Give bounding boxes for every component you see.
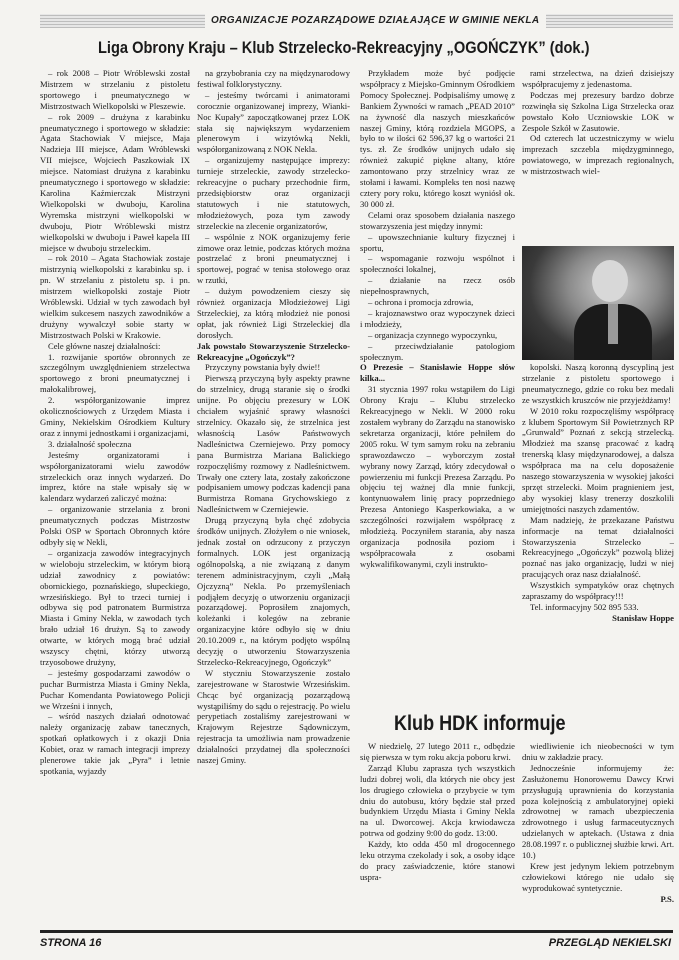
paragraph: – wśród naszych działań odnotować należy organizację zabaw tanecznych, spotkań opłatkowych i z okazji Dnia Kobiet, oraz w ramach integracji imprezy plenerowe takie jak „Pyra” i letnie spotkania, wyjazdy: [40, 711, 190, 776]
paragraph: Drugą przyczyną była chęć zdobycia środków unijnych. Złożyłem o nie wniosek, jednak został on odrzucony z przyczyn formalnych. LOK jest organizacją ogólnopolską, a nie związaną z danym terenem administracyjnym, czyli „Małą Ojczyzną” Nekla. Po przemyśleniach podjąłem decyzję o utworzeniu organizacji pozarządowej. Poprosiłem znajomych, koleżanki i kolegów na zebranie organizacyjne które odbyło się w dniu 20.10.2009 r., na którym podjęto wspólną decyzję o utworzeniu Stowarzyszenia Strzelecko-Rekreacyjnego, Ogończyk”: [197, 515, 350, 667]
paragraph: – rok 2009 – drużyna z karabinku pneumatycznego i sportowego w składzie: Agata Stachowiak V miejsce, Maja Nadzieja III miejsce, Adam Wróblewski VII miejsce, Wojciech Paszkowiak IX miejsce. Natomiast drużyna z karabinku pneumatycznego i sportowego w składzie: Karolina Kaźmierczak Mistrzyni Wielkopolski w dwuboju, Karolina Wyremska mistrzyni wielkopolski w dwuboju, Piotr Wróblewski mistrz wielkopolski w dwuboju i Paweł kapela III miejsce w dwuboju strzeleckim.: [40, 111, 190, 253]
paragraph: Stanisław Hoppe: [612, 612, 674, 623]
paragraph: – rok 2008 – Piotr Wróblewski został Mistrzem w strzelaniu z pistoletu sportowego i pneumatycznego w Mistrzostwach Wielkopolski w Pleszewie.: [40, 68, 190, 111]
paragraph: Krew jest jedynym lekiem potrzebnym człowiekowi którego nie udało się wyprodukować syntetycznie.: [522, 860, 674, 893]
paragraph: Tel. informacyjny 502 895 533.: [530, 601, 639, 612]
paragraph: – ochrona i promocja zdrowia,: [368, 297, 474, 308]
paragraph: Przykładem może być podjęcie współpracy z Miejsko-Gminnym Ośrodkiem Pomocy Społecznej. Podpisaliśmy umowę z Bankiem Żywności w ramach „PEAD 2010” na żywność dla naszych mieszkańców naszej Gminy, którą rozdziela MGOPS, a było to w ilości 62 596,37 kg o wartości 21 tys. zł. Ze środków unijnych udało się również zakupić piękne altany, które zamontowano przy strzelnicy wraz ze stołami i ławami. Kompleks ten nosi nazwę cztery pory roku, którego koszt wyniósł ok. 30 000 zł.: [360, 68, 515, 209]
paragraph: – organizowanie strzelania z broni pneumatycznych podczas Mistrzostw Polski OSP w Sportach Obronnych które odbyły się w Nekli,: [40, 504, 190, 547]
paragraph: – organizacja czynnego wypoczynku,: [368, 329, 498, 340]
paragraph: na grzybobrania czy na międzynarodowy festiwal folklorystyczny.: [197, 68, 350, 89]
paragraph: Jednocześnie informujemy że: Zasłużonemu Honorowemu Dawcy Krwi przysługują uprawnienia do korzystania poza kolejnością z ambulatoryjnej opieki zdrowotnej w ramach ubezpieczenia zdrowotnego i usług farmaceutycznych udzielanych w aptekach. (Ustawa z dnia 28.08.1997 r. o publicznej służbie krwi. Art. 10.): [522, 762, 674, 861]
paragraph: – krajoznawstwo oraz wypoczynek dzieci i młodzieży,: [360, 307, 515, 329]
president-photo: [522, 246, 674, 360]
photo-figure-head: [592, 260, 628, 302]
article-column-1: [40, 68, 190, 932]
paragraph: rami strzelectwa, na dzień dzisiejszy współpracujemy z jedenastoma.: [522, 68, 674, 89]
paragraph: W niedzielę, 27 lutego 2011 r., odbędzie się pierwsza w tym roku akcja poboru krwi.: [360, 741, 515, 762]
paragraph: O Prezesie – Stanisławie Hoppe słów kilka...: [360, 362, 515, 384]
paragraph: P.S.: [660, 893, 674, 904]
paragraph: 3. działalność społeczna: [48, 438, 132, 449]
paragraph: Cele główne naszej działalności:: [48, 340, 161, 351]
paragraph: Jak powstało Stowarzyszenie Strzelecko-Rekreacyjne „Ogończyk”?: [197, 340, 350, 362]
article-column-4-continued: [522, 362, 674, 717]
paragraph: – jesteśmy twórcami i animatorami corocznie organizowanej imprezy, Wianki- Noc Kupały” zapoczątkowanej przez LOK stała się największym wydarzeniem plenerowym i wizytówką Nekli, współorganizowaną z NOK Nekla.: [197, 89, 350, 155]
paragraph: – wspomaganie rozwoju wspólnot i społeczności lokalnej,: [360, 253, 515, 275]
paragraph: 31 stycznia 1997 roku wstąpiłem do Ligi Obrony Kraju – Klubu strzelecko Rekreacyjnego w Nekli. W 2000 roku zostałem wybrany do Zarządu na stanowisko sekretarza organizacji, które pełniłem do 2005 roku. W tym samym roku na zebraniu sprawozdawczo – wyborczym został wybrany nowy Zarząd, który zdecydował o powierzeniu mi funkcji Prezesa Zarządu. Po objęciu tej ważnej dla mnie funkcji, kontynuowałem linię pracy poprzedniego Prezesa Antoniego Kasperkowiaka, a w szczególności rozwijałem współpracę z młodzieżą. Poczyniłem starania, aby nasza organizacja podnosiła poziom i współpracowała z osobami wykwalifikowanymi, czyli instrukto-: [360, 384, 515, 569]
paragraph: – organizujemy następujące imprezy: turnieje strzeleckie, zawody strzelecko- rekreacyjne o puchary przechodnie firm, przedsiębiorstw oraz organizacji statutowych i nie statutowych, młodzieżowych, poza tym zawody strzeleckie na zlecenie organizatorów,: [197, 155, 350, 231]
page-number: STRONA 16: [40, 937, 102, 949]
paragraph: – działanie na rzecz osób niepełnosprawnych,: [360, 275, 515, 297]
paragraph: Celami oraz sposobem działania naszego stowarzyszenia jest między innymi:: [360, 209, 515, 231]
paragraph: Zarząd Klubu zaprasza tych wszystkich ludzi dobrej woli, dla których nie obcy jest los drugiego człowieka o przybycie w tym dniu do autobusu, który będzie stał przed budynkiem Urzędu Miasta i Gminy Nekla na ul. Dworcowej. Akcja krwiodawcza potrwa od godziny 9:00 do godz. 13:00.: [360, 762, 515, 839]
section-header-bar: [40, 14, 673, 28]
paragraph: 1. rozwijanie sportów obronnych ze szczególnym uwzględnieniem strzelectwa sportowego z broni pneumatycznej i małokalibrowej,: [40, 351, 190, 395]
footer-rule: [40, 930, 673, 933]
publication-name: PRZEGLĄD NEKIELSKI: [548, 937, 671, 949]
paragraph: Mam nadzieję, że przekazane Państwu informacje na temat działalności Stowarzyszenia Strzelecko – Rekreacyjnego „Ogończyk” pozwolą bliżej poznać nas jako organizację, ludzi w niej pracujących oraz nasz działalność.: [522, 514, 674, 580]
hdk-column-1: [360, 741, 515, 926]
section-header: ORGANIZACJE POZARZĄDOWE DZIAŁAJĄCE W GMINIE NEKLA: [205, 14, 546, 28]
photo-figure-tie: [608, 304, 618, 344]
paragraph: wiedliwienie ich nieobecności w tym dniu w zakładzie pracy.: [522, 741, 674, 762]
paragraph: – upowszechnianie kultury fizycznej i sportu,: [360, 231, 515, 253]
paragraph: – dużym powodzeniem cieszy się również organizacja Młodzieżowej Ligi Strzeleckiej, za którą młodzież nie ponosi opłat, jak również Ligi Strzeleckiej dla dorosłych.: [197, 286, 350, 340]
paragraph: Każdy, kto odda 450 ml drogocennego leku otrzyma czekolady i sok, a osoby idące do pracy zaświadczenie, które stanowi uspra-: [360, 839, 515, 882]
paragraph: Od czterech lat uczestniczymy w wielu imprezach szczebla międzygminnego, powiatowego, w imprezach regionalnych, w mistrzostwach wiel-: [522, 133, 674, 177]
paragraph: – przeciwdziałanie patologiom społecznym.: [360, 340, 515, 362]
paragraph: – wspólnie z NOK organizujemy ferie zimowe oraz letnie, podczas których można postrzelać z broni pneumatycznej i sportowej, pograć w tenisa stołowego oraz w rzutki,: [197, 231, 350, 286]
paragraph: Wszystkich sympatyków oraz chętnych zapraszamy do współpracy!!!: [522, 580, 674, 602]
paragraph: kopolski. Naszą koronną dyscypliną jest strzelanie z pistoletu sportowego i pneumatycznego, gdzie co roku bez medali ze wszystkich kruszców nie przyjeżdżamy!: [522, 362, 674, 405]
paragraph: Podczas mej prezesury bardzo dobrze rozwinęła się Szkolna Liga Strzelecka oraz powstało Koło Uczniowskie LOK w Zespole Szkół w Zasutowie.: [522, 89, 674, 133]
article-column-2: [197, 68, 350, 932]
paragraph: – jesteśmy gospodarzami zawodów o puchar Burmistrza Miasta i Gminy Nekla, Puchar Komendanta Powiatowego Policji we Wrześni i innych,: [40, 667, 190, 711]
paragraph: W 2010 roku rozpoczęliśmy współpracę z klubem Sportowym Sił Powietrznych RP „Grunwald” Poznań z sekcją strzelecką. Młodzież ma szansę pracować z kadrą trenerską klasy międzynarodowej, a dalsza współpraca ma na celu doposażenie naszego stowarzyszenia w wysokiej jakości sprzęt strzelecki. Moim pragnieniem jest, aby wysokiej klasy trenerzy doszkolili umiejętności naszych zdamentów.: [522, 405, 674, 514]
paragraph: Pierwszą przyczyną były aspekty prawne do strzelnicy, drugą staranie się o środki unijne. Po objęciu prezesury w LOK chciałem wyjaśnić sprawy własności strzelnicy. Okazało się, że strzelnica jest własnością Lasów Państwowych Nadleśnictwa Czerniejewo. Przy pomocy pana Burmistrza Mariana Balickiego rozpoczęliśmy rozmowy z Nadleśnictwem. Trwały one cztery lata, zostały zakończone podpisaniem umowy podczas kadencji pana Burmistrza Romana Grychowskiego z Nadleśnictwem w Czerniejewie.: [197, 373, 350, 515]
paragraph: 2. współorganizowanie imprez okolicznościowych z Urzędem Miasta i Gminy, Nekielskim Ośrodkiem Kultury oraz z innymi jednostkami i organizacjami,: [40, 395, 190, 438]
paragraph: – organizacja zawodów integracyjnych w wieloboju strzeleckim, w którym biorą udział zawodnicy z powiatów: obornickiego, poznańskiego, słupeckiego, wrzesińskiego. Był to trzeci turniej i odbywa się pod patronatem Burmistrza Miasta i Gminy Nekla, w zawodach tych brało udział 16 drużyn. Są to zawody otwarte, w których mogą brać udział wszyscy chętni, którzy utworzą trzyosobowe drużyny,: [40, 547, 190, 667]
paragraph: – rok 2010 – Agata Stachowiak zostaje mistrzynią wielkopolski z karabinku sp. i pn. W strzelaniu z pistoletu sp. i pn. mistrzem wielkopolski zostaje Piotr Wróblewski. Udział w tych zawodach był wielkim sukcesem naszych zawodników a drużyny wywalczył sobie starty w Mistrzostwach Polski w Krakowie.: [40, 253, 190, 340]
article-column-4: [522, 68, 674, 244]
article-column-3: [360, 68, 515, 644]
paragraph: Przyczyny powstania były dwie!!: [205, 362, 321, 373]
paragraph: Jesteśmy organizatorami i współorganizatorami wielu zawodów strzeleckich oraz innych wydarzeń. Do imprez, które na stałe wpisały się w kalendarz wydarzeń zaliczyć można:: [40, 449, 190, 504]
paragraph: W styczniu Stowarzyszenie zostało zarejestrowane w Starostwie Wrzesińskim. Chcąc być organizacją pozarządową wystąpiliśmy do sądu o rejestrację. Po wielu perypetiach zostaliśmy zarejestrowani w Krajowym Rejestrze Sądowniczym, rejestracja ta umożliwia nam prowadzenie działalności przydatnej dla społeczności naszej Gminy.: [197, 667, 350, 766]
hdk-column-2: [522, 741, 674, 926]
hdk-title: Klub HDK informuje: [394, 712, 566, 735]
article-title: Liga Obrony Kraju – Klub Strzelecko-Rekreacyjny „OGOŃCZYK” (dok.): [98, 38, 590, 57]
